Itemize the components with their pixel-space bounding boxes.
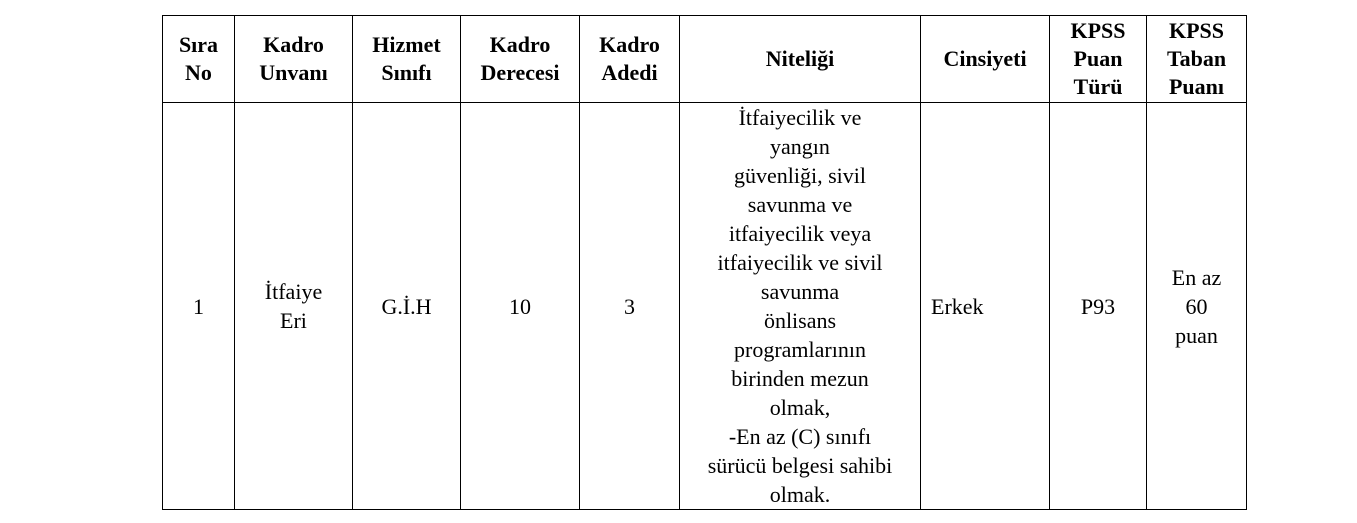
header-kadro-unvani: Kadro Unvanı: [235, 16, 353, 103]
cell-kadro-adedi: 3: [580, 103, 680, 510]
header-kadro-derecesi: Kadro Derecesi: [461, 16, 580, 103]
cell-sira-no: 1: [163, 103, 235, 510]
header-niteligi: Niteliği: [680, 16, 921, 103]
header-cinsiyeti: Cinsiyeti: [921, 16, 1050, 103]
header-sira-no: Sıra No: [163, 16, 235, 103]
cell-kadro-derecesi: 10: [461, 103, 580, 510]
table-row: [163, 103, 1247, 510]
kadro-table: [162, 15, 1247, 510]
header-hizmet-sinifi: Hizmet Sınıfı: [353, 16, 461, 103]
cell-niteligi: İtfaiyecilik ve yangın güvenliği, sivil savunma ve itfaiyecilik veya itfaiyecilik ve sivil savunma önlisans programlarının birinden mezun olmak, -En az (C) sınıfı sürücü belgesi sahibi olmak.: [680, 103, 921, 510]
cell-hizmet-sinifi: G.İ.H: [353, 103, 461, 510]
cell-cinsiyeti: Erkek: [921, 103, 1050, 510]
header-kadro-adedi: Kadro Adedi: [580, 16, 680, 103]
cell-kpss-puan-turu: P93: [1050, 103, 1147, 510]
cell-kadro-unvani: İtfaiye Eri: [235, 103, 353, 510]
header-kpss-puan-turu: KPSS Puan Türü: [1050, 16, 1147, 103]
cell-kpss-taban-puani: En az 60 puan: [1147, 103, 1247, 510]
header-kpss-taban-puani: KPSS Taban Puanı: [1147, 16, 1247, 103]
header-row: [163, 16, 1247, 103]
